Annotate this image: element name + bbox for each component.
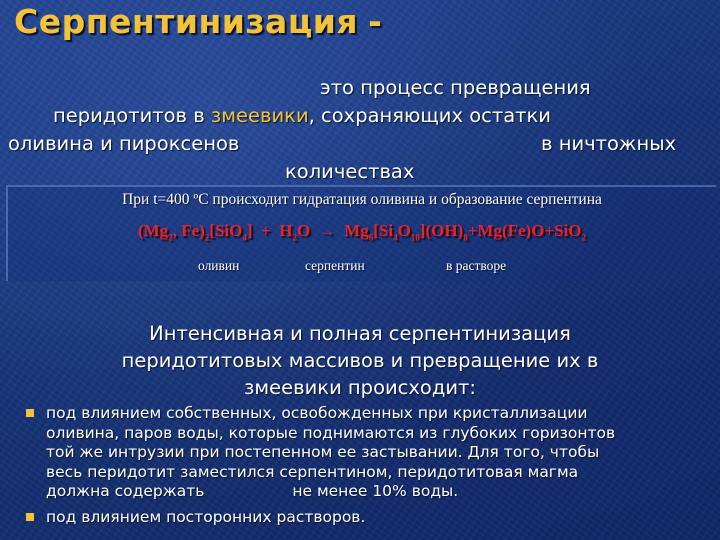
intro-line-1: это процесс превращения [320, 76, 591, 99]
intro-line-4: количествах [285, 160, 415, 183]
bullet-square-icon [26, 513, 34, 521]
label-serpentine: серпентин [305, 258, 365, 273]
formula-plus: + [261, 221, 271, 240]
formula-part: +Mg(Fe)O+SiO [467, 221, 582, 240]
formula-part: O [397, 221, 411, 240]
formula-sub: 6 [368, 232, 374, 243]
intro-line-2 [53, 102, 551, 130]
bullet-line-part: должна содержать [46, 482, 205, 500]
list-item [26, 508, 706, 528]
bullet-line: той же интрузии при постепенном ее застывании. Для того, чтобы [46, 443, 600, 461]
bullet-line: под влиянием посторонних растворов. [46, 507, 366, 526]
intro-highlight-term: змеевики [210, 104, 309, 127]
bullet-line: весь перидотит заместился серпентином, перидотитовая магма [46, 462, 579, 481]
list-item [26, 404, 706, 502]
intro-line-2-pre: перидотитов в [53, 104, 211, 127]
title-dash: - [368, 2, 383, 41]
title-text: Серпентинизация [14, 2, 359, 41]
bullet-line-part: не менее 10% воды. [292, 482, 459, 500]
label-solution: в растворе [446, 258, 507, 273]
reaction-formula [8, 221, 716, 242]
label-olivine: оливин [198, 258, 240, 273]
bullet-list [26, 404, 706, 533]
formula-part: (Mg [137, 221, 169, 240]
reaction-condition: При t=400 ºС происходит гидратация оливина и образование серпентина [122, 191, 602, 208]
reaction-box [6, 185, 716, 281]
formula-arrow: → [318, 221, 336, 240]
formula-sub: 8 [463, 232, 468, 243]
formula-sub: 4 [242, 232, 247, 243]
slide-title [14, 2, 382, 41]
formula-part: ] [246, 221, 253, 240]
formula-sub: 10 [410, 232, 420, 243]
bullet-square-icon [26, 409, 34, 417]
paragraph-line-3: змеевики происходит: [244, 376, 476, 399]
formula-sub: 2 [168, 232, 173, 243]
formula-part: Mg [344, 221, 369, 240]
formula-sub: 4 [393, 232, 398, 243]
process-paragraph [30, 320, 690, 401]
formula-part: [Si [373, 221, 394, 240]
formula-part: ](OH) [419, 221, 464, 240]
paragraph-line-2: перидотитовых массивов и превращение их в [121, 349, 599, 372]
formula-part: O [296, 221, 311, 240]
paragraph-line-1: Интенсивная и полная серпентинизация [149, 322, 571, 345]
intro-line-2-post: , сохраняющих остатки [308, 104, 551, 127]
intro-line-3-right: в ничтожных [541, 132, 677, 155]
formula-sub: 2 [581, 232, 587, 243]
intro-line-3-left: оливина и пироксенов [8, 132, 240, 155]
formula-part: [SiO [209, 221, 243, 240]
bullet-line: оливина, паров воды, которые поднимаются из глубоких горизонтов [46, 423, 616, 442]
bullet-line [46, 482, 706, 502]
bullet-line: под влиянием собственных, освобожденных при кристаллизации [46, 404, 588, 422]
formula-sub: 2 [292, 232, 297, 243]
formula-sub: 2 [204, 232, 210, 243]
formula-part: H [279, 221, 293, 240]
formula-part: , Fe) [172, 221, 205, 240]
